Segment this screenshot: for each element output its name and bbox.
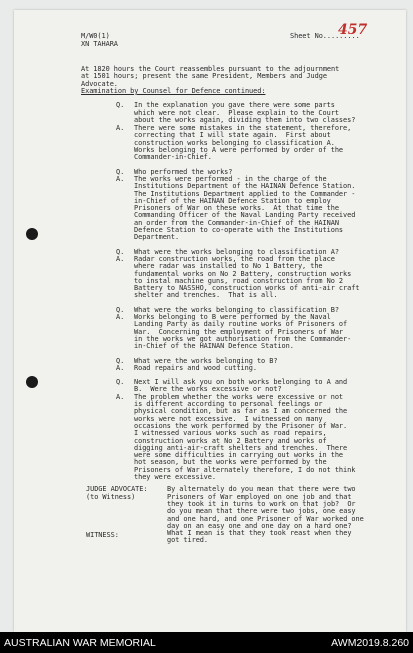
document-subject: XN TAHARA	[81, 40, 118, 48]
answer-line: shelter and trenches. That is all.	[134, 291, 278, 300]
answer-line: Landing Party as daily routine works of Prisoners of	[134, 320, 348, 329]
question-line: What were the works belonging to classification B?	[134, 305, 339, 314]
sheet-label: Sheet No.........	[290, 32, 360, 40]
answer-line: Institutions Department of the HAINAN Defence Station.	[134, 182, 356, 191]
answer-line: to instal machine guns, road construction from No 2	[134, 276, 344, 285]
answer-line: Prisoners of War on these works. At that time the	[134, 204, 339, 213]
punch-hole	[26, 376, 38, 388]
judge-advocate-line: day on an easy one and one day on a hard one?	[167, 521, 352, 530]
answer-line: There were some mistakes in the statement, therefore,	[134, 124, 352, 133]
document-ref: M/W0(1)	[81, 32, 110, 40]
footer-accession: AWM2019.8.260	[331, 637, 409, 649]
question-line: What were the works belonging to classification A?	[134, 247, 339, 256]
answer-label: A.	[116, 363, 125, 372]
question-line: In the explanation you gave there were some parts	[134, 101, 335, 110]
witness-line: got tired.	[167, 536, 208, 545]
answer-line: construction works belonging to classification A.	[134, 138, 335, 147]
answer-line: Commander-in-Chief.	[134, 153, 212, 162]
answer-label: A.	[116, 313, 125, 321]
answer-line: The problem whether the works were excessive or not	[134, 392, 344, 401]
question-label: Q.	[116, 378, 125, 387]
answer-line: they were excessive.	[134, 473, 216, 481]
answer-line: Department.	[134, 233, 180, 242]
intro-line: at 1501 hours; present the same President, Members and Judge	[81, 72, 327, 81]
answer-line: works were not excessive. I witnessed on many	[134, 414, 323, 423]
answer-line: digging anti-air-craft shelters and trenches. There	[134, 443, 348, 452]
question-line: Who performed the works?	[134, 167, 233, 176]
answer-line: The Institutions Department applied to the Commander -	[134, 189, 356, 198]
answer-line: in the works we got authorisation from the Commander-	[134, 334, 352, 343]
answer-line: where radar was installed to No 1 Battery, the	[134, 262, 323, 271]
answer-line: hot season, but the works were performed by the	[134, 458, 327, 467]
punch-hole	[26, 228, 38, 240]
answer-line: correcting that I will state again. First about	[134, 131, 331, 140]
judge-advocate-label: JUDGE ADVOCATE:	[86, 485, 148, 494]
intro-line: At 1820 hours the Court reassembles pursuant to the adjournment	[81, 65, 340, 73]
witness-line: What I mean is that they took reast when they	[167, 529, 352, 538]
judge-advocate-line: and one hard, and one Prisoner of War worked one	[167, 514, 364, 523]
answer-line: War. Concerning the employment of Prisoners of War	[134, 327, 344, 336]
judge-advocate-line: they took it in turns to work on that job? Or	[167, 499, 356, 508]
answer-line: Works belonging to B were performed by the Naval	[134, 313, 331, 321]
answer-line: Defence Station to co-operate with the Institutions	[134, 226, 344, 234]
answer-line: fundamental works on No 2 Battery, construction works	[134, 269, 352, 278]
judge-advocate-line: By alternately do you mean that there were two	[167, 485, 356, 494]
answer-line: is different according to personal feelings or	[134, 400, 323, 408]
answer-line: construction works at No 2 Battery and works of	[134, 436, 327, 445]
answer-line: in-Chief of the HAINAN Defence Station to employ	[134, 196, 331, 205]
answer-line: The works were performed - in the charge of the	[134, 174, 327, 183]
section-heading: Examination by Counsel for Defence continued:	[81, 86, 266, 95]
answer-line: Road repairs and wood cutting.	[134, 363, 257, 372]
answer-label: A.	[116, 174, 125, 183]
handwritten-sheet-number: 457	[338, 22, 368, 38]
judge-advocate-line: do you mean that there were two jobs, one easy	[167, 507, 356, 516]
answer-line: Battery to NASSHO, construction works of anti-air craft	[134, 284, 360, 293]
answer-line: occasions the work performed by the Prisoner of War.	[134, 421, 348, 430]
answer-line: were some difficulties in carrying out works in the	[134, 451, 344, 460]
question-label: Q.	[116, 356, 125, 365]
intro-line: Advocate.	[81, 79, 118, 88]
question-label: Q.	[116, 101, 125, 110]
question-label: Q.	[116, 305, 125, 314]
answer-line: in-Chief of the HAINAN Defence Station.	[134, 342, 294, 351]
judge-advocate-line: Prisoners of War employed on one job and that	[167, 492, 352, 501]
footer-bar	[0, 632, 413, 653]
question-label: Q.	[116, 247, 125, 256]
witness-label: WITNESS:	[86, 531, 119, 540]
answer-line: Prisoners of War alternately therefore, I do not think	[134, 465, 356, 474]
answer-line: I witnessed various works such as road repairs,	[134, 429, 327, 438]
footer-credit: AUSTRALIAN WAR MEMORIAL	[4, 637, 156, 649]
question-line: Next I will ask you on both works belonging to A and	[134, 378, 348, 387]
question-line: What were the works belonging to B?	[134, 356, 278, 365]
answer-line: Radar construction works, the road from the place	[134, 254, 335, 263]
answer-line: physical condition, but as far as I am concerned the	[134, 407, 348, 416]
question-line: about the works again, dividing them into two classes?	[134, 115, 356, 124]
question-line: B. Were the works excessive or not?	[134, 385, 282, 394]
answer-line: Commanding Officer of the Naval Landing Party received	[134, 211, 356, 220]
answer-label: A.	[116, 254, 125, 263]
question-line: which were not clear. Please explain to the Court	[134, 108, 339, 117]
answer-label: A.	[116, 124, 125, 133]
answer-label: A.	[116, 392, 125, 401]
judge-advocate-sub: (to Witness)	[86, 492, 136, 501]
answer-line: Works belonging to A were performed by order of the	[134, 146, 344, 154]
question-label: Q.	[116, 167, 125, 176]
answer-line: an order from the Commander-in-Chief of the HAINAN	[134, 218, 339, 227]
